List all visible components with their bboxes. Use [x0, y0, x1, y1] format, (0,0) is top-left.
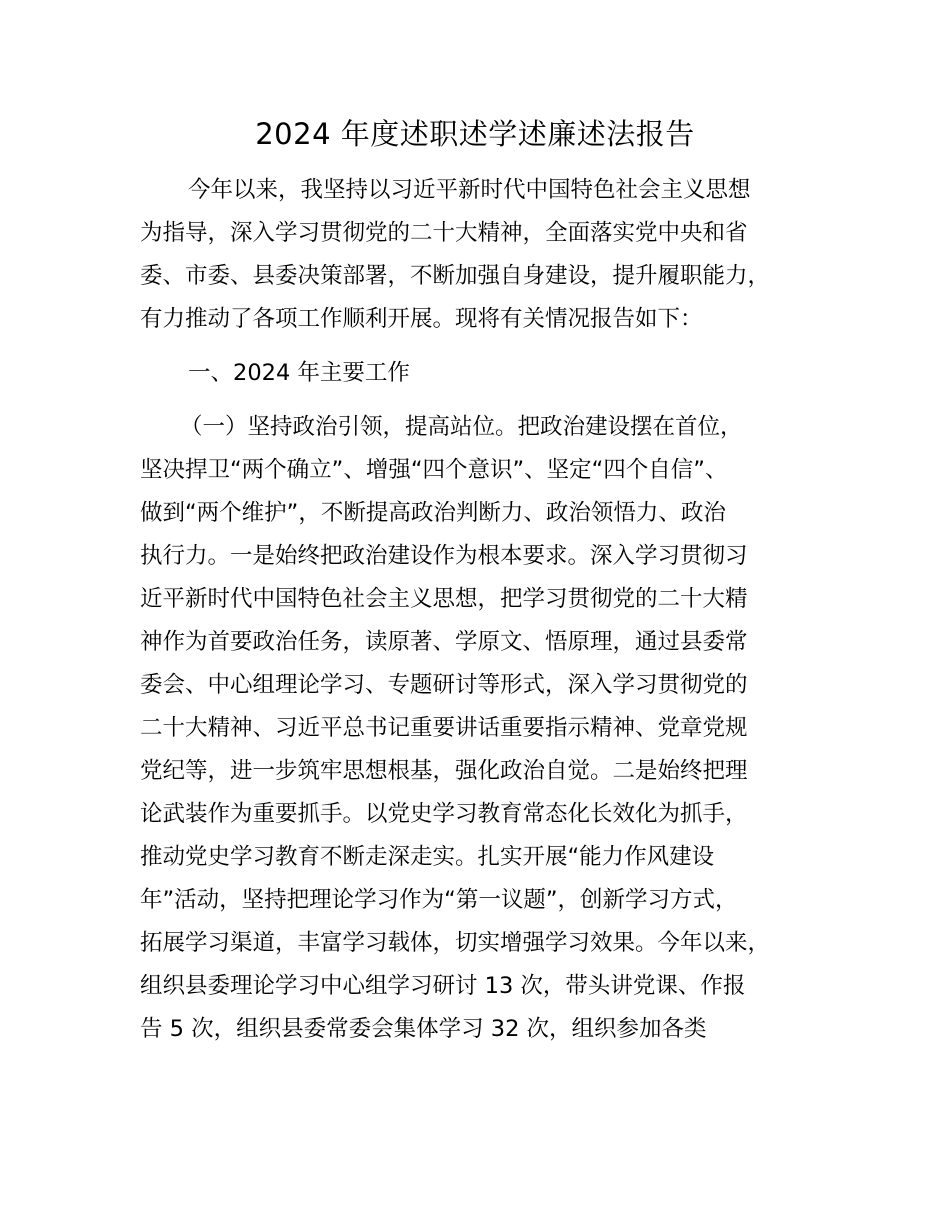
- body-line: 做到“两个维护”，不断提高政治判断力、政治领悟力、政治: [140, 500, 726, 526]
- body-line: 党纪等，进一步筑牢思想根基，强化政治自觉。二是始终把理: [140, 758, 748, 784]
- body-line: 拓展学习渠道，丰富学习载体，切实增强学习效果。今年以来，: [140, 930, 771, 956]
- intro-line: 有力推动了各项工作顺利开展。现将有关情况报告如下：: [140, 306, 703, 332]
- body-line: 近平新时代中国特色社会主义思想，把学习贯彻党的二十大精: [140, 586, 748, 612]
- body-line: 年”活动，坚持把理论学习作为“第一议题”，创新学习方式，: [140, 887, 738, 913]
- body-line: 执行力。一是始终把政治建设作为根本要求。深入学习贯彻习: [140, 543, 748, 569]
- body-line: 委会、中心组理论学习、专题研讨等形式，深入学习贯彻党的: [140, 672, 748, 698]
- intro-line: 委、市委、县委决策部署，不断加强自身建设，提升履职能力，: [140, 263, 771, 289]
- body-line: 告 5 次，组织县委常委会集体学习 32 次，组织参加各类: [140, 1016, 707, 1042]
- intro-line: 为指导，深入学习贯彻党的二十大精神，全面落实党中央和省: [140, 220, 748, 246]
- body-line: 组织县委理论学习中心组学习研讨 13 次，带头讲党课、作报: [140, 973, 746, 999]
- body-line: 坚决捍卫“两个确立”、增强“四个意识”、坚定“四个自信”、: [140, 457, 728, 483]
- document-title: 2024 年度述职述学述廉述法报告: [255, 117, 695, 151]
- body-line: 推动党史学习教育不断走深走实。扎实开展“能力作风建设: [140, 844, 715, 870]
- body-line: （一）坚持政治引领，提高站位。把政治建设摆在首位，: [180, 414, 743, 440]
- intro-line: 今年以来，我坚持以习近平新时代中国特色社会主义思想: [188, 177, 751, 203]
- section-heading: 一、2024 年主要工作: [188, 360, 410, 386]
- body-line: 二十大精神、习近平总书记重要讲话重要指示精神、党章党规: [140, 715, 748, 741]
- body-line: 论武装作为重要抓手。以党史学习教育常态化长效化为抓手，: [140, 801, 748, 827]
- body-line: 神作为首要政治任务，读原著、学原文、悟原理，通过县委常: [140, 629, 748, 655]
